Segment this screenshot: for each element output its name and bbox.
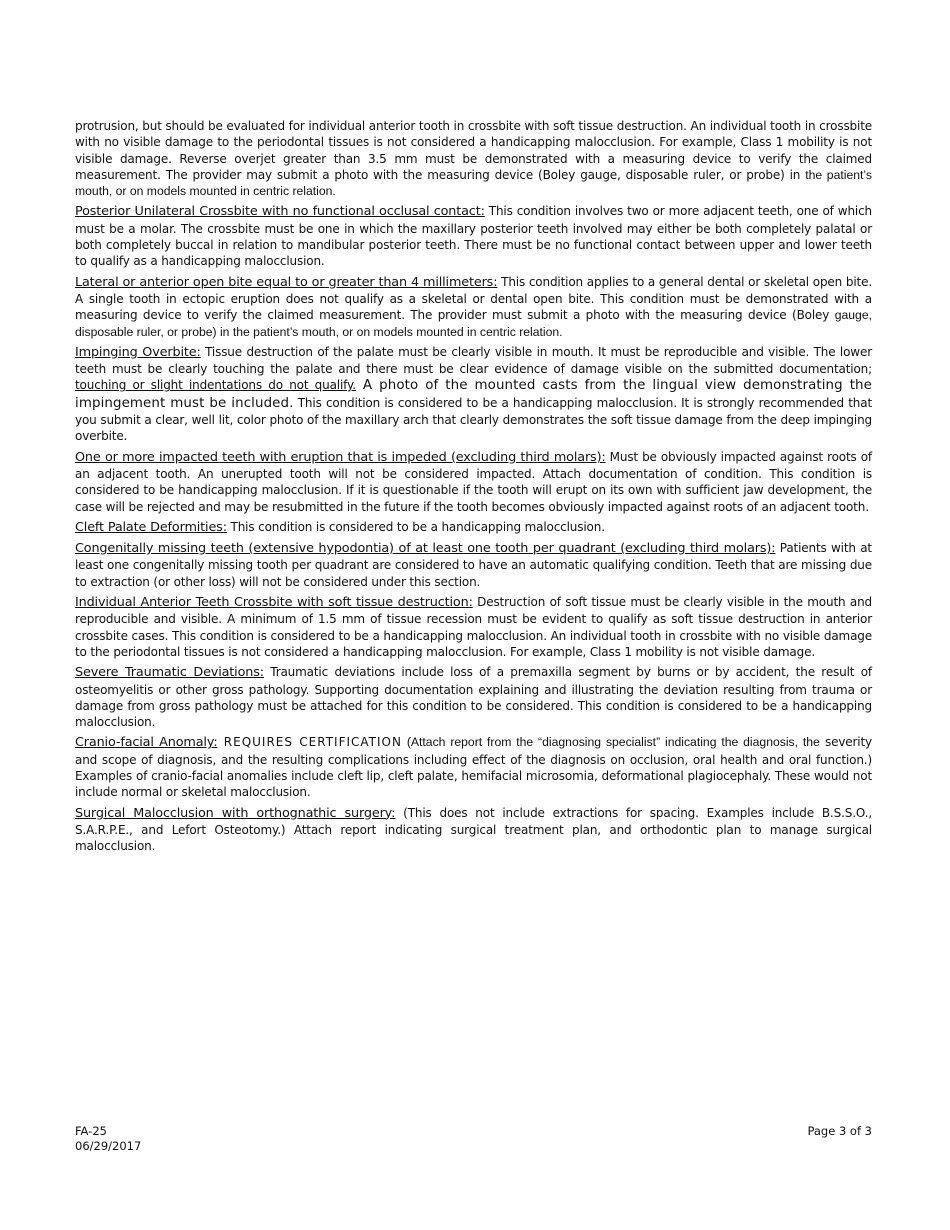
certification-notice: REQUIRES CERTIFICATION <box>217 735 402 750</box>
paragraph-reverse-overjet-continued <box>75 118 872 199</box>
paragraph-impacted-teeth <box>75 449 872 515</box>
paragraph-posterior-unilateral-crossbite <box>75 203 872 269</box>
paragraph-text: (This does not include extractions for spacing. Examples include B.S.S.O., S.A.R.P.E., and Lefort Osteotomy.) Attach report indicating surgical treatment plan, and orthodontic plan to manage surgical malocclusion. <box>75 805 872 854</box>
paragraph-text: Traumatic deviations include loss of a premaxilla segment by burns or by accident, the result of osteomyelitis or other gross pathology. Supporting documentation explaining and illustrating the deviation resulting from trauma or damage from gross pathology must be attached for this condition to be considered. This condition is considered to be a handicapping malocclusion. <box>75 665 872 730</box>
paragraph-impinging-overbite <box>75 344 872 445</box>
paragraph-cranio-facial-anomaly <box>75 734 872 800</box>
paragraph-open-bite <box>75 274 872 340</box>
paragraph-text: This condition involves two or more adjacent teeth, one of which must be a molar. The crossbite must be one in which the maxillary posterior teeth involved may either be both completely palatal or both completely buccal in relation to mandibular posterior teeth. There must be no functional contact between upper and lower teeth to qualify as a handicapping malocclusion. <box>75 204 872 269</box>
paragraph-text: This condition applies to a general dental or skeletal open bite. A single tooth in ectopic eruption does not qualify as a skeletal or dental open bite. This condition must be demonstrated with a measuring device to verify the claimed measurement. The provider must submit a photo with the measuring device (Boley <box>75 274 872 323</box>
section-heading: Lateral or anterior open bite equal to or greater than 4 millimeters: <box>75 274 498 290</box>
paragraph-text: This condition is considered to be a handicapping malocclusion. <box>226 519 605 534</box>
section-heading: Individual Anterior Teeth Crossbite with soft tissue destruction: <box>75 595 473 611</box>
paragraph-text: Patients with at least one congenitally missing tooth per quadrant are considered to have an automatic qualifying condition. Teeth that are missing due to extraction (or other loss) will not be considered under this section. <box>75 541 872 589</box>
paragraph-text: (Attach report from the “diagnosing specialist” indicating the diagnosis, the <box>401 735 820 750</box>
paragraph-text: Destruction of soft tissue must be clearly visible in the mouth and reproducible and visible. A minimum of 1.5 mm of tissue recession must be evident to qualify as soft tissue destruction in anterior crossbite cases. This condition is considered to be a handicapping malocclusion. An individual tooth in crossbite with no visible damage to the periodontal tissues is not considered a handicapping malocclusion. For example, Class 1 mobility is not visible damage. <box>75 595 872 659</box>
paragraph-text: protrusion, but should be evaluated for individual anterior tooth in crossbite with soft tissue destruction. An individual tooth in crossbite with no visible damage to the periodontal tissues is not considered a handicapping malocclusion. For example, Class 1 mobility is not visible damage. Reverse overjet greater than 3.5 mm must be demonstrated with a measuring device to verify the claimed measurement. The provider may submit a photo with the measuring device (Boley gauge, disposable ruler, or probe) in <box>75 119 872 182</box>
section-heading: Cranio-facial Anomaly: <box>75 735 218 751</box>
paragraph-congenitally-missing-teeth <box>75 540 872 590</box>
paragraph-text: severity and scope of diagnosis, and the resulting complications including effect of the diagnosis on occlusion, oral health and oral function.) Examples of cranio-facial anomalies include cleft lip, cleft palate, hemifacial microsomia, deformational plagiocephaly. These would not include normal or skeletal malocclusion. <box>75 735 872 800</box>
section-heading: Impinging Overbite: <box>75 344 201 360</box>
paragraph-cleft-palate <box>75 519 872 536</box>
section-heading: Cleft Palate Deformities: <box>75 519 227 535</box>
section-heading: One or more impacted teeth with eruption that is impeded (excluding third molars): <box>75 449 606 465</box>
section-heading: Surgical Malocclusion with orthognathic surgery: <box>75 805 396 821</box>
section-heading: Posterior Unilateral Crossbite with no functional occlusal contact: <box>75 204 485 220</box>
paragraph-anterior-crossbite <box>75 594 872 660</box>
form-date: 06/29/2017 <box>75 1139 142 1153</box>
section-heading: Congenitally missing teeth (extensive hypodontia) of at least one tooth per quadrant (excluding third molars): <box>75 541 776 557</box>
footer-form-info <box>75 1124 141 1154</box>
paragraph-text: Tissue destruction of the palate must be clearly visible in mouth. It must be reproducible and visible. The lower teeth must be clearly touching the palate and there must be clear evidence of damage visible on the submitted documentation; <box>75 344 872 377</box>
paragraph-traumatic-deviations <box>75 664 872 730</box>
section-heading: Severe Traumatic Deviations: <box>75 665 264 681</box>
paragraph-text: Must be obviously impacted against roots of an adjacent tooth. An unerupted tooth will not be considered impacted. Attach documentation of condition. This condition is considered to be handicapping malocclusion. If it is questionable if the tooth will erupt on its own with sufficient jaw development, the case will be rejected and may be resubmitted in the future if the tooth becomes obviously impacted against roots of an adjacent tooth. <box>75 449 872 514</box>
paragraph-text: This condition is considered to be a handicapping malocclusion. It is strongly recommended that you submit a clear, well lit, color photo of the maxillary arch that clearly demonstrates the soft tissue damage from the deep impinging overbite. <box>75 395 872 444</box>
document-body <box>75 118 872 858</box>
paragraph-text: the patient’s mouth, or on models mounted in centric relation. <box>75 167 872 199</box>
paragraph-surgical-malocclusion <box>75 805 872 855</box>
footer-page-number <box>807 1124 872 1139</box>
page-label: Page 3 of 3 <box>807 1124 872 1138</box>
form-number: FA-25 <box>75 1124 107 1138</box>
underlined-note: touching or slight indentations do not qualify. <box>75 378 356 393</box>
photo-requirement: A photo of the mounted casts from the lingual view demonstrating the impingement must be included. <box>75 378 872 411</box>
paragraph-text: gauge, disposable ruler, or probe) in the patient’s mouth, or on models mounted in centric relation. <box>75 308 872 339</box>
